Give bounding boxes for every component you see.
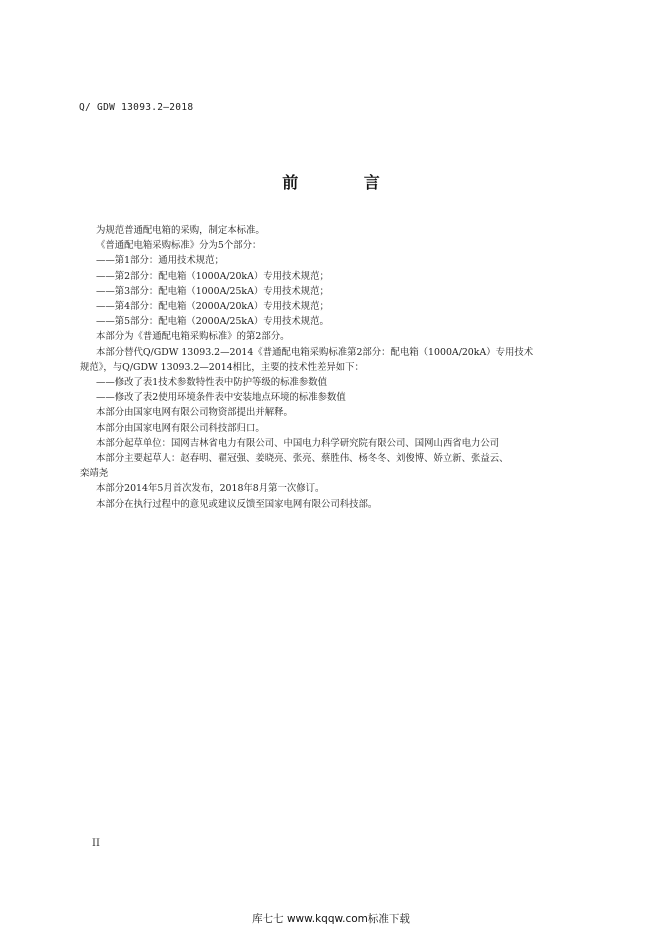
paragraph: 本部分为《普通配电箱采购标准》的第2部分。 (96, 331, 290, 343)
document-code: Q/ GDW 13093.2—2018 (79, 102, 194, 113)
paragraph: 本部分由国家电网有限公司物资部提出并解释。 (96, 407, 293, 419)
list-item: ——修改了表1技术参数特性表中防护等级的标准参数值 (96, 377, 327, 389)
paragraph-continuation: 栾靖尧 (80, 468, 109, 480)
paragraph: 本部分起草单位：国网吉林省电力有限公司、中国电力科学研究院有限公司、国网山西省电力公司 (96, 437, 500, 449)
page-title: 前 言 (282, 173, 410, 192)
list-item: ——修改了表2使用环境条件表中安装地点环境的标准参数值 (96, 392, 346, 404)
paragraph: 《普通配电箱采购标准》分为5个部分： (96, 240, 262, 252)
list-item: ——第3部分：配电箱（1000A/25kA）专用技术规范； (96, 285, 329, 297)
list-item: ——第4部分：配电箱（2000A/20kA）专用技术规范； (96, 301, 329, 313)
page-number: II (92, 838, 100, 849)
list-item: ——第2部分：配电箱（1000A/20kA）专用技术规范； (96, 270, 329, 282)
paragraph: 本部分2014年5月首次发布，2018年8月第一次修订。 (96, 483, 325, 495)
paragraph: 为规范普通配电箱的采购，制定本标准。 (96, 225, 265, 236)
paragraph: 本部分在执行过程中的意见或建议反馈至国家电网有限公司科技部。 (96, 498, 378, 510)
paragraph-continuation: 规范》，与Q/GDW 13093.2—2014相比，主要的技术性差异如下： (80, 361, 364, 373)
paragraph: 本部分由国家电网有限公司科技部归口。 (96, 422, 265, 434)
list-item: ——第5部分：配电箱（2000A/25kA）专用技术规范。 (96, 316, 329, 328)
preface-body (80, 223, 576, 512)
paragraph: 本部分替代Q/GDW 13093.2—2014《普通配电箱采购标准第2部分：配电箱（1000A/20kA）专用技术 (96, 346, 534, 358)
watermark-text: 库七七 www.kqqw.com标准下载 (252, 913, 410, 925)
list-item: ——第1部分：通用技术规范； (96, 255, 224, 267)
paragraph: 本部分主要起草人：赵春明、翟冠强、姜晓亮、张亮、蔡胜伟、杨冬冬、刘俊博、娇立新、张益云、 (96, 453, 509, 465)
